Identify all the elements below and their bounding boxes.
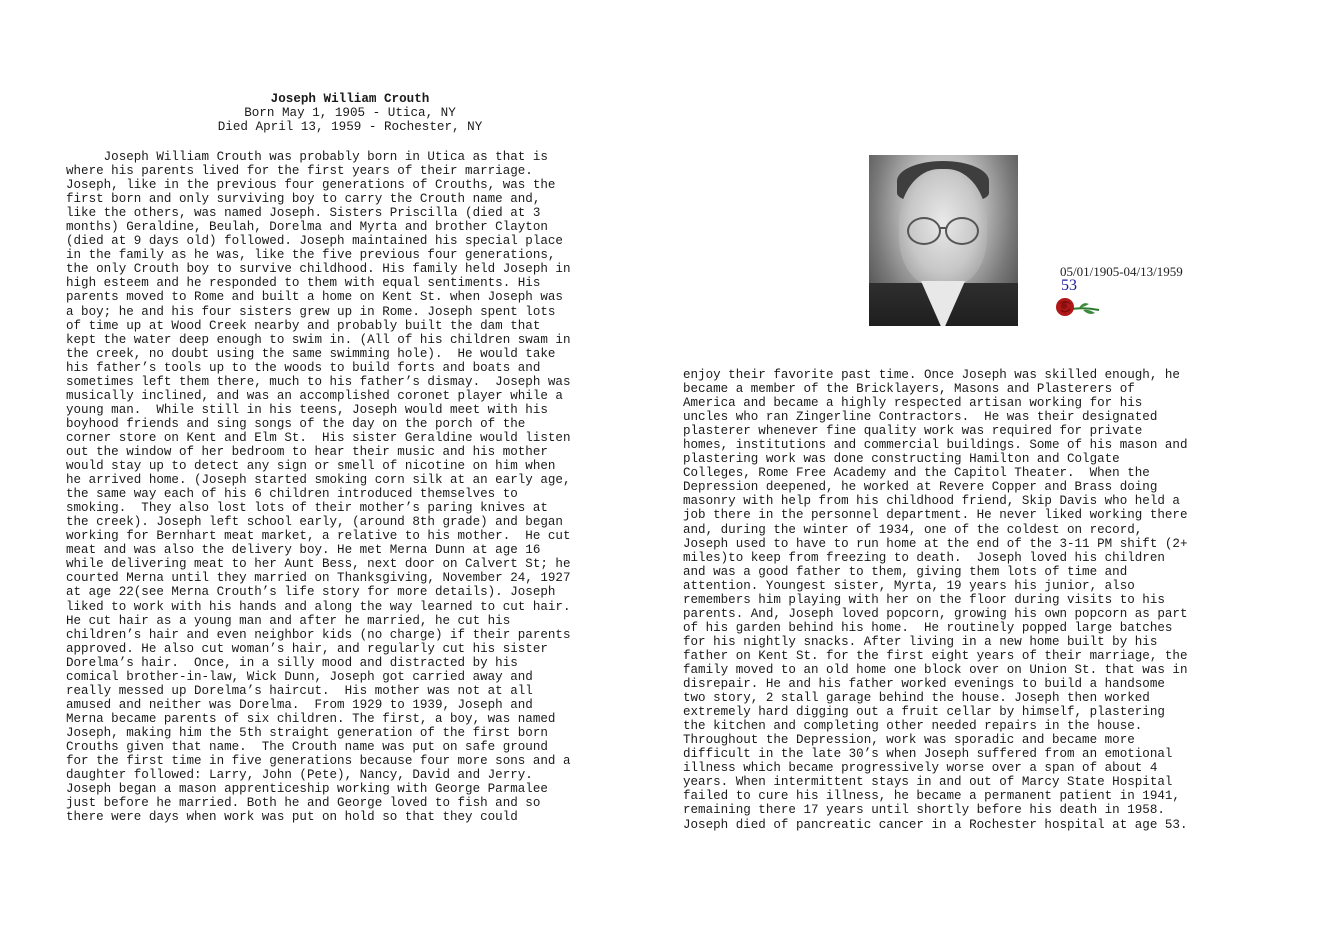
text-line: just before he married. Both he and George loved to fish and so — [66, 796, 541, 811]
text-line: attention. Youngest sister, Myrta, 19 years his junior, also — [683, 578, 1135, 593]
text-line: Joseph, like in the previous four generations of Crouths, was the — [66, 178, 556, 193]
text-line: like the others, was named Joseph. Sisters Priscilla (died at 3 — [66, 206, 541, 221]
text-line: really messed up Dorelma’s haircut. His mother was not at all — [66, 683, 533, 698]
text-line: illness which became progressively worse over a span of about 4 — [683, 761, 1158, 776]
person-name-title: Joseph William Crouth — [270, 92, 430, 106]
text-line: Joseph used to have to run home at the end of the 3-11 PM shift (2+ — [683, 536, 1188, 551]
text-line: disrepair. He and his father worked evenings to build a handsome — [683, 677, 1165, 692]
text-line: Depression deepened, he worked at Revere Copper and Brass doing — [683, 480, 1158, 495]
text-line: uncles who ran Zingerline Contractors. He was their designated — [683, 410, 1158, 425]
text-line: the same way each of his 6 children introduced themselves to — [66, 487, 518, 502]
text-line: plasterer whenever fine quality work was required for private — [683, 424, 1143, 439]
death-line: Died April 13, 1959 - Rochester, NY — [217, 119, 483, 134]
text-line: Crouths given that name. The Crouth name was put on safe ground — [66, 739, 548, 754]
text-line: Dorelma’s hair. Once, in a silly mood and distracted by his — [66, 655, 518, 670]
text-line: parents moved to Rome and built a home on Kent St. when Joseph was — [66, 290, 563, 305]
text-line: parents. And, Joseph loved popcorn, growing his own popcorn as part — [683, 606, 1188, 621]
text-line: he arrived home. (Joseph started smoking corn silk at an early age, — [66, 473, 571, 488]
text-line: (died at 9 days old) followed. Joseph maintained his special place — [66, 234, 563, 249]
text-line: daughter followed: Larry, John (Pete), Nancy, David and Jerry. — [66, 768, 533, 783]
text-line: would stay up to detect any sign or smell of nicotine on him when — [66, 459, 556, 474]
text-line: the creek, no doubt using the same swimming hole). He would take — [66, 346, 556, 361]
text-line: children’s hair and even neighbor kids (no charge) if their parents — [66, 627, 571, 642]
text-line: his father’s tools up to the woods to build forts and boats and — [66, 360, 541, 375]
text-line: in the family as he was, like the five previous four generations, — [66, 248, 556, 263]
text-line: remaining there 17 years until shortly before his death in 1958. — [683, 803, 1165, 818]
text-line: Joseph William Crouth was probably born in Utica as that is — [66, 150, 548, 164]
text-line: the creek). Joseph left school early, (around 8th grade) and began — [66, 515, 563, 530]
text-line: plastering work was done constructing Hamilton and Colgate — [683, 452, 1120, 467]
text-line: kept the water deep enough to swim in. (All of his children swam in — [66, 332, 571, 347]
text-line: for his nightly snacks. After living in a new home built by his — [683, 634, 1158, 649]
text-line: sometimes left them there, much to his father’s dismay. Joseph was — [66, 374, 571, 389]
text-line: difficult in the late 30’s when Joseph suffered from an emotional — [683, 747, 1173, 762]
text-line: Merna became parents of six children. The first, a boy, was named — [66, 711, 556, 726]
text-line: job there in the personnel department. He never liked working there — [683, 508, 1188, 523]
text-line: liked to work with his hands and along the way learned to cut hair. — [66, 599, 571, 614]
text-line: of time up at Wood Creek nearby and probably built the dam that — [66, 318, 541, 333]
life-dates: 05/01/1905-04/13/1959 — [1060, 264, 1183, 279]
document-header — [150, 93, 550, 134]
text-line: and was a good father to them, giving them lots of time and — [683, 564, 1128, 579]
biography-column-right — [683, 368, 1187, 832]
text-line: masonry with help from his childhood friend, Skip Davis who held a — [683, 494, 1180, 509]
text-line: failed to cure his illness, he became a permanent patient in 1941, — [683, 789, 1180, 804]
text-line: out the window of her bedroom to hear their music and his mother — [66, 444, 548, 459]
text-line: smoking. They also lost lots of their mother’s paring knives at — [66, 501, 548, 516]
red-rose-icon — [1053, 295, 1101, 321]
text-line: and, during the winter of 1934, one of the coldest on record, — [683, 522, 1143, 537]
text-line: working for Bernhart meat market, a relative to his mother. He cut — [66, 529, 571, 544]
text-line: homes, institutions and commercial buildings. Some of his mason and — [683, 438, 1188, 453]
text-line: Joseph began a mason apprenticeship working with George Parmalee — [66, 782, 548, 797]
text-line: high esteem and he responded to them with equal sentiments. His — [66, 276, 541, 291]
text-line: Joseph, making him the 5th straight generation of the first born — [66, 725, 548, 740]
text-line: enjoy their favorite past time. Once Joseph was skilled enough, he — [683, 368, 1180, 382]
text-line: while delivering meat to her Aunt Bess, next door on Calvert St; he — [66, 557, 571, 572]
text-line: at age 22(see Merna Crouth’s life story for more details). Joseph — [66, 585, 556, 600]
text-line: there were days when work was put on hold so that they could — [66, 810, 518, 825]
text-line: approved. He also cut woman’s hair, and regularly cut his sister — [66, 641, 548, 656]
text-line: years. When intermittent stays in and out of Marcy State Hospital — [683, 775, 1173, 790]
text-line: young man. While still in his teens, Joseph would meet with his — [66, 402, 548, 417]
birth-line: Born May 1, 1905 - Utica, NY — [244, 105, 456, 120]
text-line: Joseph died of pancreatic cancer in a Rochester hospital at age 53. — [683, 817, 1188, 832]
text-line: meat and was also the delivery boy. He met Merna Dunn at age 16 — [66, 543, 541, 558]
text-line: Throughout the Depression, work was sporadic and became more — [683, 733, 1135, 748]
text-line: boyhood friends and sing songs of the day on the porch of the — [66, 416, 526, 431]
text-line: months) Geraldine, Beulah, Dorelma and Myrta and brother Clayton — [66, 220, 548, 235]
text-line: corner store on Kent and Elm St. His sister Geraldine would listen — [66, 430, 571, 445]
text-line: miles)to keep from freezing to death. Joseph loved his children — [683, 550, 1165, 565]
text-line: the only Crouth boy to survive childhood. His family held Joseph in — [66, 262, 571, 277]
age-at-death: 53 — [1061, 277, 1077, 294]
text-line: where his parents lived for the first years of their marriage. — [66, 164, 533, 179]
biography-column-left — [66, 150, 570, 824]
text-line: of his garden behind his home. He routinely popped large batches — [683, 620, 1173, 635]
text-line: extremely hard digging out a fruit cellar by himself, plastering — [683, 705, 1165, 720]
text-line: comical brother-in-law, Wick Dunn, Joseph got carried away and — [66, 669, 533, 684]
text-line: courted Merna until they married on Thanksgiving, November 24, 1927 — [66, 571, 571, 586]
text-line: He cut hair as a young man and after he married, he cut his — [66, 613, 511, 628]
text-line: America and became a highly respected artisan working for his — [683, 396, 1143, 411]
text-line: remembers him playing with her on the floor during visits to his — [683, 592, 1165, 607]
text-line: amused and neither was Dorelma. From 1929 to 1939, Joseph and — [66, 697, 533, 712]
text-line: first born and only surviving boy to carry the Crouth name and, — [66, 192, 541, 207]
text-line: musically inclined, and was an accomplished coronet player while a — [66, 388, 563, 403]
text-line: became a member of the Bricklayers, Masons and Plasterers of — [683, 382, 1135, 397]
text-line: family moved to an old home one block over on Union St. that was in — [683, 662, 1188, 677]
text-line: father on Kent St. for the first eight years of their marriage, the — [683, 648, 1188, 663]
text-line: two story, 2 stall garage behind the house. Joseph then worked — [683, 691, 1150, 706]
text-line: for the first time in five generations because four more sons and a — [66, 754, 571, 769]
portrait-photo — [869, 155, 1018, 326]
text-line: the kitchen and completing other needed repairs in the house. — [683, 719, 1143, 734]
text-line: a boy; he and his four sisters grew up in Rome. Joseph spent lots — [66, 304, 556, 319]
text-line: Colleges, Rome Free Academy and the Capitol Theater. When the — [683, 466, 1150, 481]
